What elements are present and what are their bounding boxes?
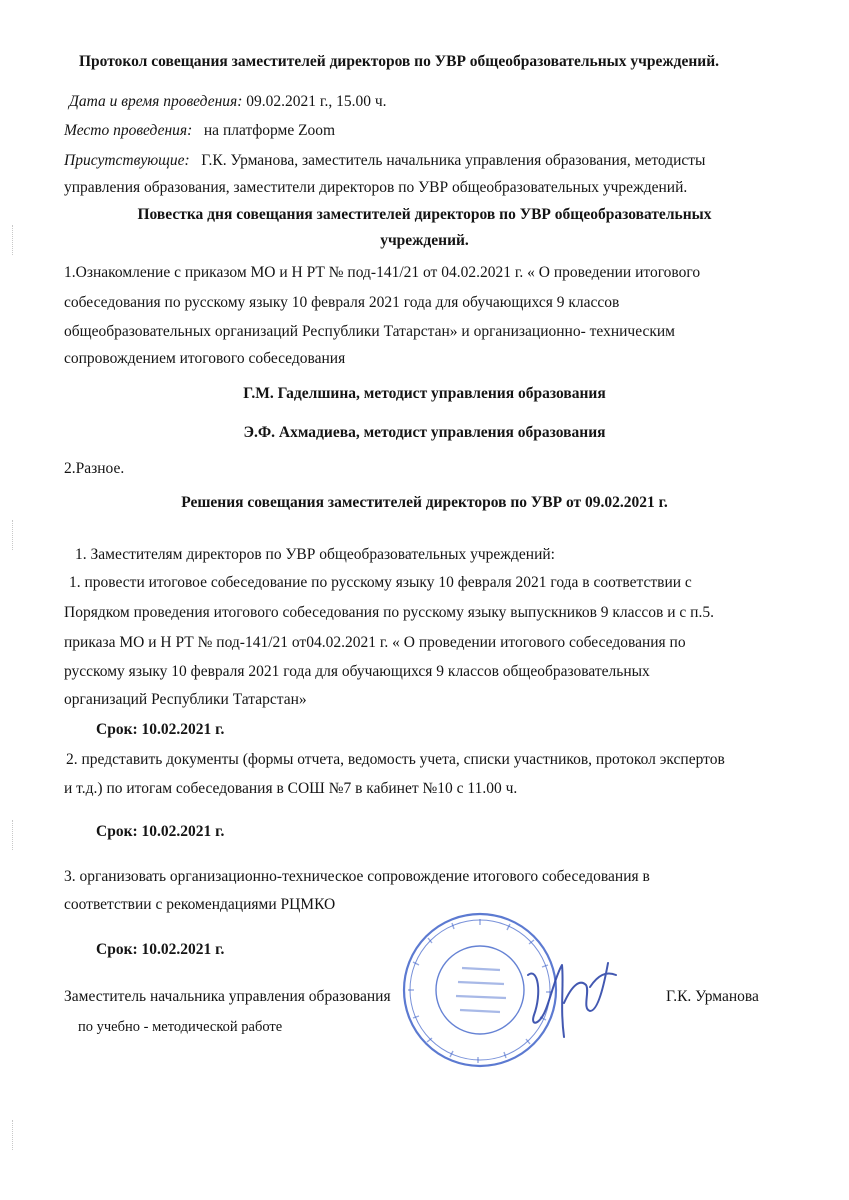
agenda-item-line: сопровождением итогового собеседования bbox=[64, 350, 346, 367]
place-label: Место проведения: bbox=[64, 122, 193, 139]
decision-2-deadline: Срок: 10.02.2021 г. bbox=[96, 823, 225, 840]
decision-1-line: приказа МО и Н РТ № под-141/21 от04.02.2021 г. « О проведении итогового собеседования по bbox=[64, 634, 686, 651]
scan-mark bbox=[12, 520, 16, 550]
decision-1-line: организаций Республики Татарстан» bbox=[64, 691, 307, 708]
agenda-speaker: Г.М. Гаделшина, методист управления образования bbox=[243, 385, 606, 402]
agenda-heading: Повестка дня совещания заместителей директоров по УВР общеобразовательных bbox=[137, 206, 712, 223]
decision-2-line: и т.д.) по итогам собеседования в СОШ №7 в кабинет №10 с 11.00 ч. bbox=[64, 780, 518, 797]
handwritten-signature bbox=[520, 945, 620, 1045]
signatory-position-continued: по учебно - методической работе bbox=[78, 1019, 283, 1035]
attendees-value-continued: управления образования, заместители директоров по УВР общеобразовательных учреждений. bbox=[64, 179, 688, 196]
place-value: на платформе Zoom bbox=[203, 122, 336, 139]
decision-1-deadline: Срок: 10.02.2021 г. bbox=[96, 721, 225, 738]
meeting-attendees bbox=[64, 151, 705, 171]
attendees-label: Присутствующие: bbox=[64, 152, 190, 169]
decision-3-line: 3. организовать организационно-техническое сопровождение итогового собеседования в bbox=[64, 868, 650, 885]
agenda-item-line: 1.Ознакомление с приказом МО и Н РТ № под-141/21 от 04.02.2021 г. « О проведении итогового bbox=[64, 264, 701, 281]
agenda-item-line: общеобразовательных организаций Республики Татарстан» и организационно- техническим bbox=[64, 323, 675, 340]
decision-1-line: 1. провести итоговое собеседование по русскому языку 10 февраля 2021 года в соответствии с bbox=[69, 574, 692, 591]
agenda-heading-continued: учреждений. bbox=[380, 232, 469, 249]
agenda-item-misc: 2.Разное. bbox=[64, 460, 125, 477]
datetime-label: Дата и время проведения: bbox=[69, 93, 243, 110]
document-title: Протокол совещания заместителей директоров по УВР общеобразовательных учреждений. bbox=[79, 53, 720, 70]
decision-2-line: 2. представить документы (формы отчета, ведомость учета, списки участников, протокол экспертов bbox=[66, 751, 725, 768]
signatory-position: Заместитель начальника управления образования bbox=[64, 988, 391, 1005]
meeting-datetime bbox=[69, 92, 387, 112]
scan-mark bbox=[12, 1120, 16, 1150]
agenda-speaker: Э.Ф. Ахмадиева, методист управления образования bbox=[243, 424, 606, 441]
signatory-name: Г.К. Урманова bbox=[666, 988, 759, 1005]
datetime-value: 09.02.2021 г., 15.00 ч. bbox=[246, 93, 387, 110]
decisions-intro: 1. Заместителям директоров по УВР общеобразовательных учреждений: bbox=[75, 546, 555, 563]
decision-3-line: соответствии с рекомендациями РЦМКО bbox=[64, 896, 336, 913]
decision-1-line: русскому языку 10 февраля 2021 года для обучающихся 9 классов общеобразовательных bbox=[64, 663, 650, 680]
scan-mark bbox=[12, 820, 16, 850]
decisions-heading: Решения совещания заместителей директоров по УВР от 09.02.2021 г. bbox=[181, 494, 668, 511]
decision-1-line: Порядком проведения итогового собеседования по русскому языку выпускников 9 классов и с п.5. bbox=[64, 604, 714, 621]
agenda-item-line: собеседования по русскому языку 10 февраля 2021 года для обучающихся 9 классов bbox=[64, 294, 620, 311]
decision-3-deadline: Срок: 10.02.2021 г. bbox=[96, 941, 225, 958]
meeting-place bbox=[64, 121, 335, 141]
attendees-value: Г.К. Урманова, заместитель начальника управления образования, методисты bbox=[201, 152, 706, 169]
